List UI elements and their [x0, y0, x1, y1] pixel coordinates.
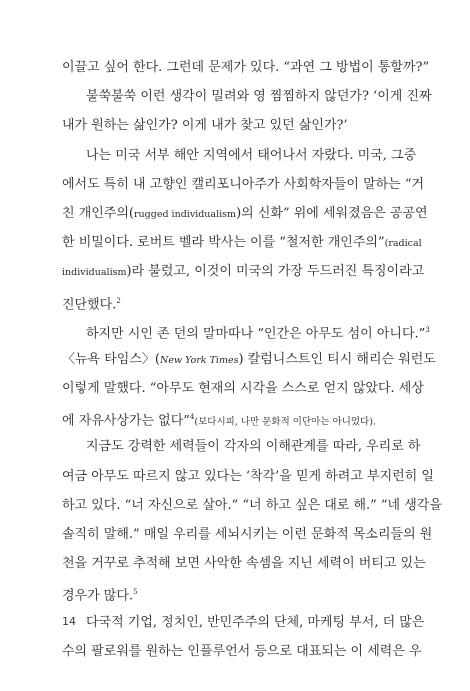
text-segment: 진단했다. [62, 296, 117, 312]
text-segment: )라 불렀고, 이것이 미국의 가장 두드러진 특징이라고 [126, 264, 425, 280]
footnote-mark: 4 [189, 413, 195, 422]
text-line: 내가 원하는 삶인가? 이게 내가 찾고 있던 삶인가?’ [62, 118, 348, 134]
text-segment: )의 신화” 위에 세워졌음은 공공연 [236, 205, 428, 221]
footnote-mark: 3 [425, 325, 430, 334]
page-body [62, 53, 442, 666]
text-line: 불쑥불쑥 이런 생각이 밀려와 영 찜찜하지 않던가? ‘이게 진짜 [86, 89, 432, 105]
text-segment: 한 비밀이다. 로버트 벨라 박사는 이를 “철저한 개인주의” [62, 235, 385, 251]
footnote-mark: 2 [116, 296, 121, 305]
text-line [62, 578, 410, 607]
text-line [62, 257, 425, 286]
text-segment: 하지만 시인 존 던의 말마따나 “인간은 아무도 섬이 아니다.” [86, 326, 426, 342]
text-line [62, 199, 428, 228]
aside-text: (보다시피, 나만 문화적 이단아는 아니었다). [194, 416, 376, 428]
text-line: 에서도 특히 내 고향인 캘리포니아주가 사회학자들이 말하는 “거 [62, 176, 425, 192]
text-line: 나는 미국 서부 해안 지역에서 태어나서 자랐다. 미국, 그중 [86, 147, 417, 163]
text-line: 이렇게 말했다. “아무도 현재의 시각을 스스로 얻지 않았다. 세상 [62, 381, 424, 397]
text-segment: ) 칼럼니스트인 티시 해리슨 워런도 [238, 351, 436, 367]
english-term: New York Times [160, 354, 239, 366]
text-line [62, 228, 422, 257]
text-line [62, 287, 410, 316]
footnote-mark: 5 [133, 588, 138, 597]
text-line [62, 316, 430, 345]
text-segment: 〈뉴욕 타임스〉( [62, 351, 160, 367]
english-term: rugged individualism [134, 208, 237, 220]
text-segment: 경우가 많다. [62, 588, 134, 604]
text-line: 이끌고 싶어 한다. 그런데 문제가 있다. “과연 그 방법이 통할까?” [62, 60, 430, 75]
text-line [62, 403, 410, 432]
text-line: 다국적 기업, 정치인, 반민주주의 단체, 마케팅 부서, 더 많은 [86, 614, 425, 630]
text-segment: 친 개인주의( [62, 205, 134, 221]
text-line: 여금 아무도 따르지 않고 있다는 ‘착각’을 믿게 하려고 부지런히 일 [62, 468, 434, 484]
text-line: 하고 있다. “너 자신으로 살아.” “너 하고 싶은 대로 해.” “네 생각을 [62, 497, 442, 513]
text-line [62, 345, 436, 374]
text-line: 수의 팔로워를 원하는 인플루언서 등으로 대표되는 이 세력은 우 [62, 643, 422, 659]
text-segment: 에 자유사상가는 없다” [62, 413, 190, 429]
text-line: 천을 거꾸로 추적해 보면 사악한 속셈을 지닌 세력이 버티고 있는 [62, 556, 426, 572]
english-term: (radical [384, 238, 422, 250]
page-number: 14 [62, 615, 76, 628]
text-line: 지금도 강력한 세력들이 각자의 이해관계를 따라, 우리로 하 [86, 439, 421, 455]
english-term: individualism [62, 267, 127, 279]
text-line: 솔직히 말해.” 매일 우리를 세뇌시키는 이런 문화적 목소리들의 원 [62, 527, 433, 542]
